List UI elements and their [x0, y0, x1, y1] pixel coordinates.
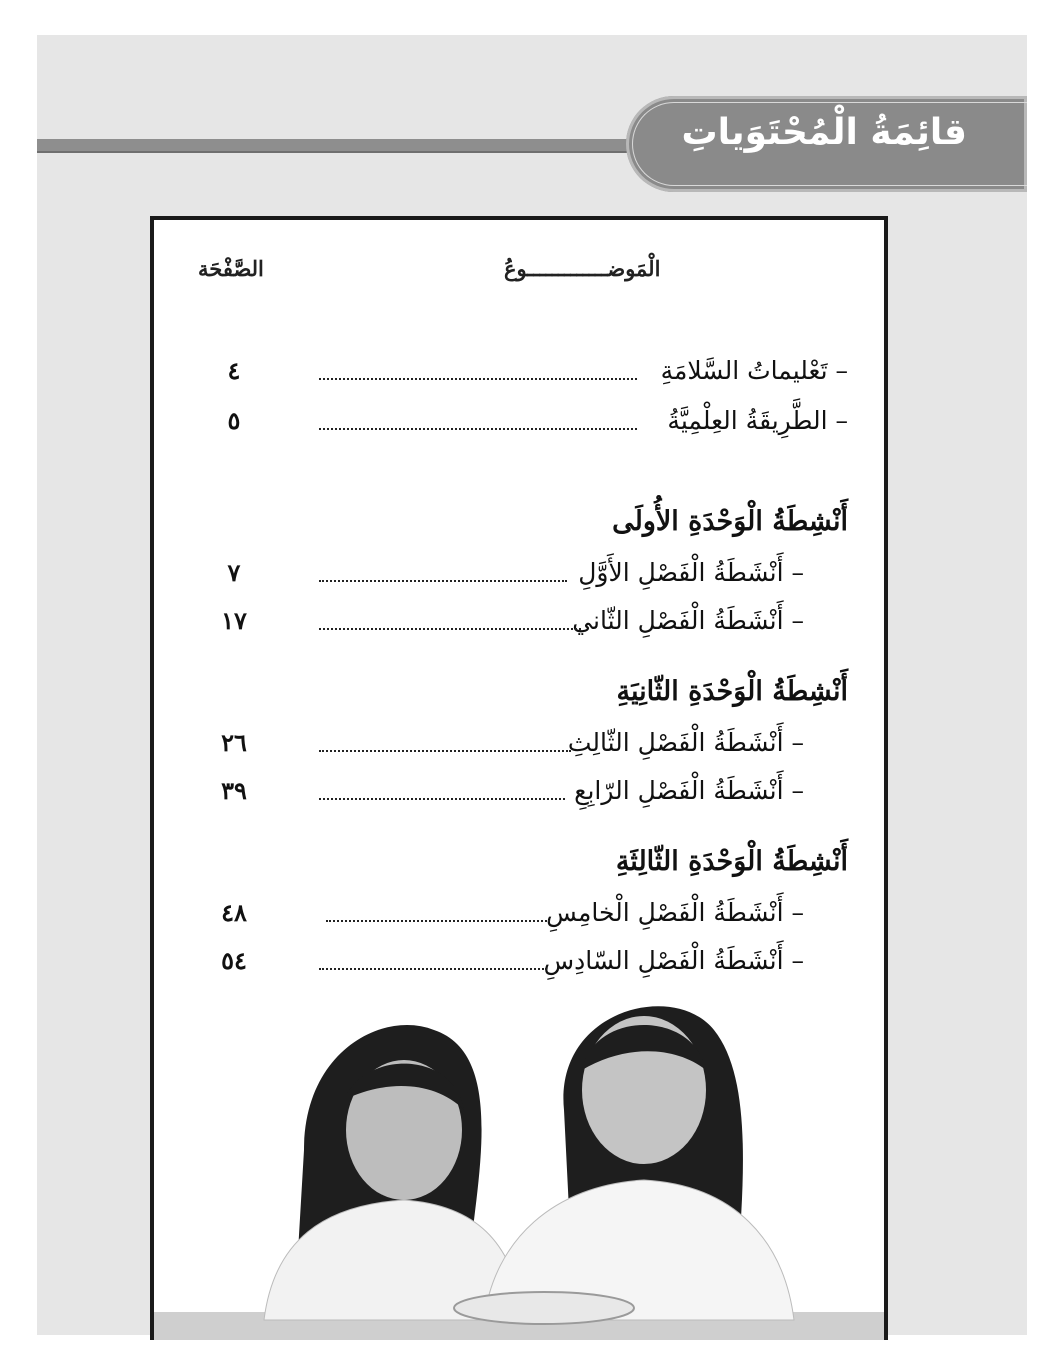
toc-entry[interactable]	[154, 606, 884, 646]
unit-heading: أَنْشِطَةُ الْوَحْدَةِ الأُولَى	[612, 506, 848, 537]
toc-entry[interactable]	[154, 776, 884, 816]
leader-dots	[319, 428, 637, 430]
toc-entry-page: ١٧	[221, 606, 247, 635]
students-photo	[154, 990, 884, 1340]
leader-dots	[326, 920, 550, 922]
toc-entry-page: ٤	[227, 356, 241, 385]
toc-entry-label: – أَنْشَطَةُ الْفَصْلِ السّادِسِ	[543, 946, 804, 975]
leader-dots	[319, 378, 637, 380]
page-column-header: الصَّفْحَة	[198, 256, 264, 281]
leader-dots	[319, 628, 581, 630]
toc-entry-page: ٥	[227, 406, 241, 435]
subject-column-header: الْمَوضـــــــــــــوعُ	[504, 256, 661, 281]
toc-entry-label: – أَنْشَطَةُ الْفَصْلِ الرّابِعِ	[574, 776, 804, 805]
table-of-contents	[150, 216, 888, 1340]
toc-entry-page: ٤٨	[221, 898, 247, 927]
page-title: قائِمَةُ الْمُحْتَوَياتِ	[681, 112, 967, 153]
toc-entry-page: ٣٩	[221, 776, 247, 805]
toc-entry[interactable]	[154, 558, 884, 598]
toc-entry-page: ٢٦	[221, 728, 247, 757]
title-rule	[37, 139, 637, 153]
toc-entry[interactable]	[154, 946, 884, 986]
toc-entry[interactable]	[154, 728, 884, 768]
leader-dots	[319, 580, 567, 582]
leader-dots	[319, 968, 547, 970]
glass-bowl	[454, 1292, 634, 1324]
toc-entry-label: – أَنْشَطَةُ الْفَصْلِ الْخامِسِ	[546, 898, 804, 927]
toc-entry-label: – تَعْليماتُ السَّلامَةِ	[660, 356, 848, 385]
toc-entry-page: ٧	[227, 558, 241, 587]
unit-heading: أَنْشِطَةُ الْوَحْدَةِ الثّانِيَةِ	[616, 676, 848, 707]
leader-dots	[319, 798, 565, 800]
toc-entry[interactable]	[154, 898, 884, 938]
toc-entry[interactable]	[154, 356, 884, 396]
toc-entry-label: – الطَّرِيقَةُ العِلْمِيَّةُ	[667, 406, 848, 435]
toc-entry-label: – أَنْشَطَةُ الْفَصْلِ الأَوَّلِ	[578, 558, 804, 587]
toc-entry-label: – أَنْشَطَةُ الْفَصْلِ الثّالِثِ	[567, 728, 804, 757]
title-tab	[626, 96, 1027, 192]
unit-heading: أَنْشِطَةُ الْوَحْدَةِ الثّالِثَةِ	[615, 846, 848, 877]
toc-entry-label: – أَنْشَطَةُ الْفَصْلِ الثّاني	[572, 606, 804, 635]
toc-entry-page: ٥٤	[221, 946, 247, 975]
toc-entry[interactable]	[154, 406, 884, 446]
leader-dots	[319, 750, 571, 752]
